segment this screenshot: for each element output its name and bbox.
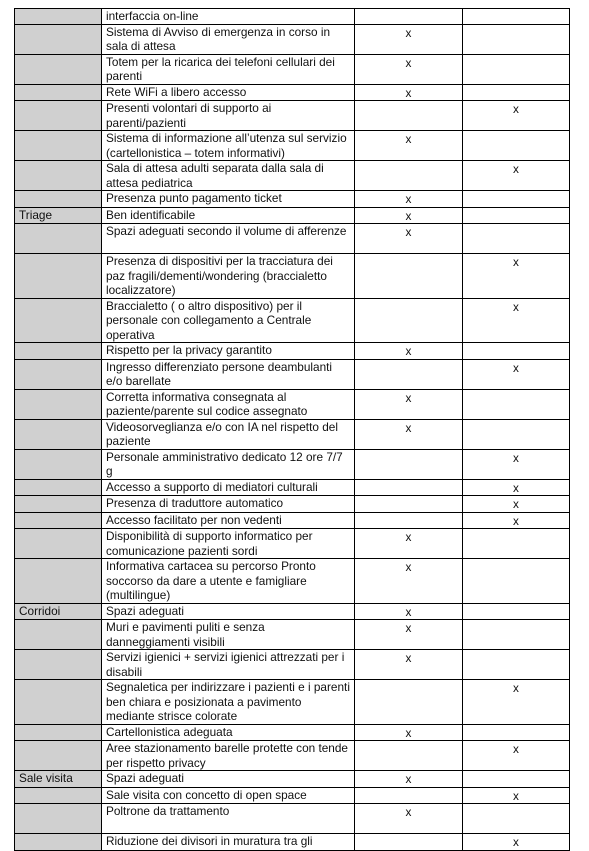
section-cell bbox=[15, 24, 102, 54]
section-cell bbox=[15, 191, 102, 208]
checklist-body bbox=[15, 9, 570, 851]
mark-cell-col1 bbox=[355, 512, 463, 529]
mark-cell-col1 bbox=[355, 449, 463, 479]
table-row bbox=[15, 24, 570, 54]
mark-cell-col2: x bbox=[463, 479, 570, 496]
table-row bbox=[15, 161, 570, 191]
table-row bbox=[15, 771, 570, 788]
table-row bbox=[15, 512, 570, 529]
table-row bbox=[15, 787, 570, 804]
section-cell bbox=[15, 529, 102, 559]
section-cell bbox=[15, 741, 102, 771]
section-cell bbox=[15, 298, 102, 343]
mark-cell-col1 bbox=[355, 479, 463, 496]
mark-cell-col1: x bbox=[355, 389, 463, 419]
table-row bbox=[15, 680, 570, 725]
mark-cell-col1: x bbox=[355, 84, 463, 101]
mark-cell-col2: x bbox=[463, 161, 570, 191]
table-row bbox=[15, 359, 570, 389]
table-row bbox=[15, 603, 570, 620]
section-cell bbox=[15, 131, 102, 161]
mark-cell-col2 bbox=[463, 131, 570, 161]
item-description: Presenti volontari di supporto ai parenti/pazienti bbox=[102, 101, 355, 131]
mark-cell-col1 bbox=[355, 9, 463, 25]
mark-cell-col2 bbox=[463, 771, 570, 788]
item-description: Riduzione dei divisori in muratura tra gli bbox=[102, 834, 355, 851]
table-row bbox=[15, 479, 570, 496]
table-row bbox=[15, 724, 570, 741]
section-cell bbox=[15, 559, 102, 604]
mark-cell-col2: x bbox=[463, 254, 570, 299]
section-cell bbox=[15, 449, 102, 479]
mark-cell-col2: x bbox=[463, 101, 570, 131]
mark-cell-col1: x bbox=[355, 54, 463, 84]
item-description: Presenza di dispositivi per la tracciatura dei paz fragili/dementi/wondering (braccialetto localizzatore) bbox=[102, 254, 355, 299]
mark-cell-col2 bbox=[463, 9, 570, 25]
item-description: Muri e pavimenti puliti e senza danneggiamenti visibili bbox=[102, 620, 355, 650]
item-description: Presenza di traduttore automatico bbox=[102, 496, 355, 513]
section-cell: Triage bbox=[15, 207, 102, 224]
mark-cell-col1: x bbox=[355, 419, 463, 449]
section-cell bbox=[15, 161, 102, 191]
mark-cell-col1 bbox=[355, 787, 463, 804]
table-row bbox=[15, 131, 570, 161]
section-cell bbox=[15, 84, 102, 101]
section-cell bbox=[15, 650, 102, 680]
mark-cell-col1: x bbox=[355, 724, 463, 741]
mark-cell-col2 bbox=[463, 207, 570, 224]
item-description: Ben identificabile bbox=[102, 207, 355, 224]
item-description: Rispetto per la privacy garantito bbox=[102, 343, 355, 360]
mark-cell-col1 bbox=[355, 298, 463, 343]
mark-cell-col2 bbox=[463, 804, 570, 834]
table-row bbox=[15, 741, 570, 771]
mark-cell-col1: x bbox=[355, 529, 463, 559]
table-row bbox=[15, 298, 570, 343]
mark-cell-col2 bbox=[463, 724, 570, 741]
item-description: Poltrone da trattamento bbox=[102, 804, 355, 834]
mark-cell-col1: x bbox=[355, 207, 463, 224]
table-row bbox=[15, 343, 570, 360]
item-description: Ingresso differenziato persone deambulanti e/o barellate bbox=[102, 359, 355, 389]
section-cell bbox=[15, 804, 102, 834]
section-cell bbox=[15, 389, 102, 419]
table-row bbox=[15, 224, 570, 254]
table-row bbox=[15, 419, 570, 449]
table-row bbox=[15, 84, 570, 101]
item-description: interfaccia on-line bbox=[102, 9, 355, 25]
mark-cell-col2: x bbox=[463, 359, 570, 389]
section-cell bbox=[15, 54, 102, 84]
table-row bbox=[15, 496, 570, 513]
mark-cell-col1: x bbox=[355, 224, 463, 254]
section-cell bbox=[15, 9, 102, 25]
item-description: Spazi adeguati secondo il volume di afferenze bbox=[102, 224, 355, 254]
mark-cell-col1: x bbox=[355, 804, 463, 834]
mark-cell-col2: x bbox=[463, 449, 570, 479]
table-row bbox=[15, 101, 570, 131]
mark-cell-col2 bbox=[463, 603, 570, 620]
section-cell bbox=[15, 680, 102, 725]
mark-cell-col1: x bbox=[355, 603, 463, 620]
item-description: Sistema di informazione all’utenza sul servizio (cartellonistica – totem informativi) bbox=[102, 131, 355, 161]
mark-cell-col1: x bbox=[355, 343, 463, 360]
mark-cell-col1 bbox=[355, 741, 463, 771]
section-cell bbox=[15, 479, 102, 496]
mark-cell-col1 bbox=[355, 161, 463, 191]
mark-cell-col2: x bbox=[463, 496, 570, 513]
section-cell bbox=[15, 724, 102, 741]
item-description: Spazi adeguati bbox=[102, 603, 355, 620]
mark-cell-col2 bbox=[463, 389, 570, 419]
mark-cell-col2 bbox=[463, 84, 570, 101]
mark-cell-col2 bbox=[463, 224, 570, 254]
table-row bbox=[15, 804, 570, 834]
mark-cell-col1 bbox=[355, 834, 463, 851]
item-description: Accesso a supporto di mediatori culturali bbox=[102, 479, 355, 496]
section-cell bbox=[15, 496, 102, 513]
table-row bbox=[15, 559, 570, 604]
mark-cell-col1: x bbox=[355, 24, 463, 54]
mark-cell-col1: x bbox=[355, 559, 463, 604]
item-description: Cartellonistica adeguata bbox=[102, 724, 355, 741]
item-description: Rete WiFi a libero accesso bbox=[102, 84, 355, 101]
item-description: Sistema di Avviso di emergenza in corso in sala di attesa bbox=[102, 24, 355, 54]
section-cell bbox=[15, 254, 102, 299]
table-row bbox=[15, 191, 570, 208]
section-cell bbox=[15, 512, 102, 529]
section-cell bbox=[15, 224, 102, 254]
mark-cell-col1: x bbox=[355, 131, 463, 161]
mark-cell-col1: x bbox=[355, 620, 463, 650]
item-description: Videosorveglianza e/o con IA nel rispetto del paziente bbox=[102, 419, 355, 449]
item-description: Disponibilità di supporto informatico per comunicazione pazienti sordi bbox=[102, 529, 355, 559]
item-description: Segnaletica per indirizzare i pazienti e i parenti ben chiara e posizionata a pavimento mediante strisce colorate bbox=[102, 680, 355, 725]
item-description: Aree stazionamento barelle protette con tende per rispetto privacy bbox=[102, 741, 355, 771]
mark-cell-col2: x bbox=[463, 680, 570, 725]
mark-cell-col2: x bbox=[463, 787, 570, 804]
mark-cell-col2: x bbox=[463, 834, 570, 851]
item-description: Sale visita con concetto di open space bbox=[102, 787, 355, 804]
table-row bbox=[15, 650, 570, 680]
section-cell: Sale visita bbox=[15, 771, 102, 788]
table-row bbox=[15, 449, 570, 479]
mark-cell-col2 bbox=[463, 559, 570, 604]
mark-cell-col2 bbox=[463, 620, 570, 650]
section-cell bbox=[15, 343, 102, 360]
table-row bbox=[15, 529, 570, 559]
mark-cell-col1: x bbox=[355, 650, 463, 680]
section-cell bbox=[15, 834, 102, 851]
item-description: Spazi adeguati bbox=[102, 771, 355, 788]
table-row bbox=[15, 834, 570, 851]
table-row bbox=[15, 620, 570, 650]
mark-cell-col2: x bbox=[463, 512, 570, 529]
mark-cell-col1 bbox=[355, 359, 463, 389]
mark-cell-col2 bbox=[463, 529, 570, 559]
section-cell bbox=[15, 419, 102, 449]
item-description: Braccialetto ( o altro dispositivo) per il personale con collegamento a Centrale operativa bbox=[102, 298, 355, 343]
item-description: Informativa cartacea su percorso Pronto soccorso da dare a utente e famigliare (multilingue) bbox=[102, 559, 355, 604]
mark-cell-col2 bbox=[463, 24, 570, 54]
mark-cell-col1: x bbox=[355, 191, 463, 208]
section-cell bbox=[15, 101, 102, 131]
section-cell: Corridoi bbox=[15, 603, 102, 620]
item-description: Corretta informativa consegnata al paziente/parente sul codice assegnato bbox=[102, 389, 355, 419]
item-description: Accesso facilitato per non vedenti bbox=[102, 512, 355, 529]
mark-cell-col1 bbox=[355, 680, 463, 725]
item-description: Sala di attesa adulti separata dalla sala di attesa pediatrica bbox=[102, 161, 355, 191]
mark-cell-col1 bbox=[355, 254, 463, 299]
mark-cell-col2 bbox=[463, 343, 570, 360]
mark-cell-col2 bbox=[463, 419, 570, 449]
mark-cell-col1: x bbox=[355, 771, 463, 788]
item-description: Personale amministrativo dedicato 12 ore 7/7 g bbox=[102, 449, 355, 479]
table-row bbox=[15, 389, 570, 419]
mark-cell-col1 bbox=[355, 496, 463, 513]
item-description: Totem per la ricarica dei telefoni cellulari dei parenti bbox=[102, 54, 355, 84]
item-description: Presenza punto pagamento ticket bbox=[102, 191, 355, 208]
section-cell bbox=[15, 620, 102, 650]
section-cell bbox=[15, 359, 102, 389]
mark-cell-col2 bbox=[463, 54, 570, 84]
mark-cell-col2 bbox=[463, 650, 570, 680]
table-row bbox=[15, 9, 570, 25]
mark-cell-col1 bbox=[355, 101, 463, 131]
mark-cell-col2: x bbox=[463, 741, 570, 771]
table-row bbox=[15, 54, 570, 84]
mark-cell-col2 bbox=[463, 191, 570, 208]
mark-cell-col2: x bbox=[463, 298, 570, 343]
table-row bbox=[15, 254, 570, 299]
item-description: Servizi igienici + servizi igienici attrezzati per i disabili bbox=[102, 650, 355, 680]
table-row bbox=[15, 207, 570, 224]
checklist-table bbox=[14, 8, 570, 851]
section-cell bbox=[15, 787, 102, 804]
